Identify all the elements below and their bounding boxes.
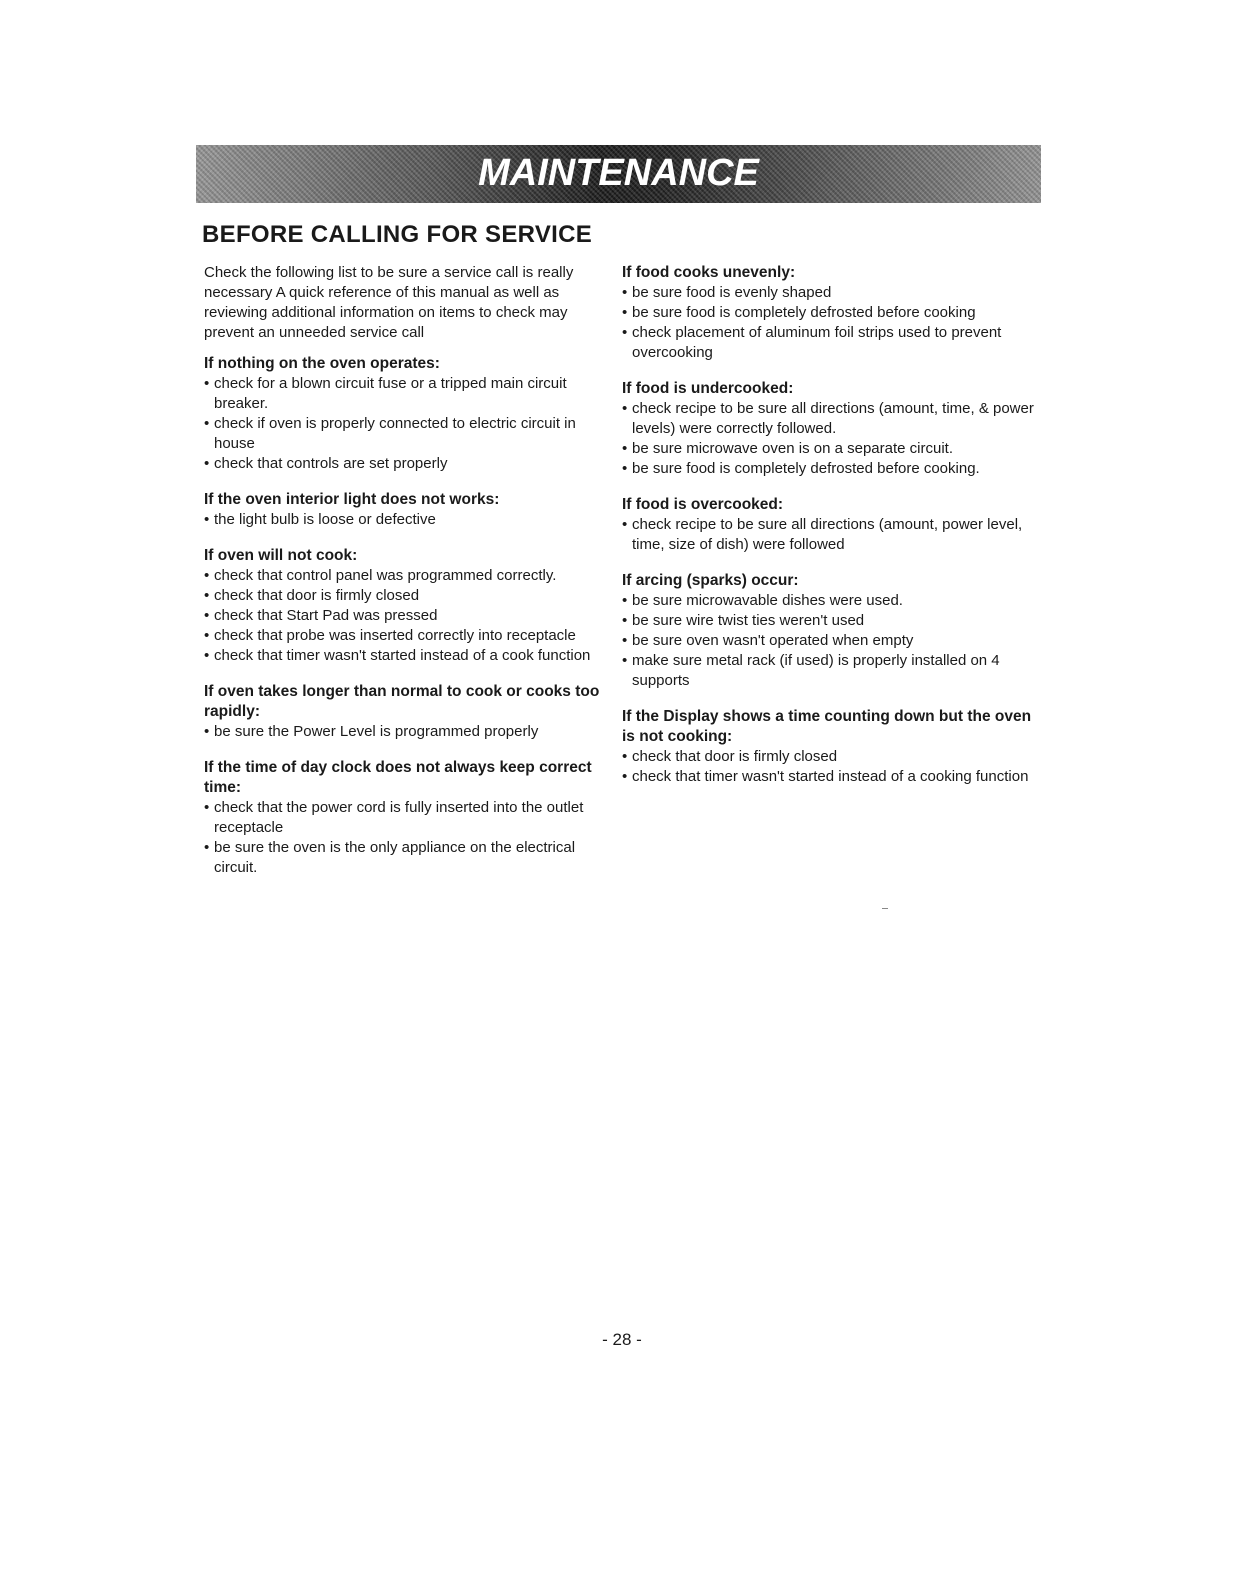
- troubleshooting-section: [204, 682, 604, 742]
- checklist-item: • check that controls are set properly: [204, 454, 604, 474]
- checklist-item: • check that timer wasn't started instead of a cooking function: [622, 767, 1042, 787]
- troubleshooting-section: [622, 707, 1042, 787]
- section-heading: If nothing on the oven operates:: [204, 355, 440, 372]
- checklist-item: • check that door is firmly closed: [204, 586, 604, 606]
- section-heading: If food cooks unevenly:: [622, 264, 796, 281]
- section-heading: If the oven interior light does not works:: [204, 491, 500, 508]
- page-number: - 28 -: [602, 1330, 642, 1349]
- checklist-item: • the light bulb is loose or defective: [204, 510, 604, 530]
- section-heading: If the Display shows a time counting down but the oven is not cooking:: [622, 708, 1032, 745]
- checklist: [622, 747, 1042, 787]
- stray-mark: [882, 908, 888, 909]
- checklist-item: • be sure oven wasn't operated when empty: [622, 631, 1042, 651]
- checklist: [204, 510, 604, 530]
- checklist-item: • check that the power cord is fully inserted into the outlet receptacle: [204, 798, 604, 838]
- section-heading: If the time of day clock does not always keep correct time:: [204, 759, 592, 796]
- checklist-item: • check that door is firmly closed: [622, 747, 1042, 767]
- checklist-item: • check that probe was inserted correctly into receptacle: [204, 626, 604, 646]
- section-heading: If food is overcooked:: [622, 496, 784, 513]
- checklist-item: • check that timer wasn't started instead of a cook function: [204, 646, 604, 666]
- troubleshooting-section: [622, 571, 1042, 691]
- checklist-item: • be sure food is completely defrosted before cooking.: [622, 459, 1042, 479]
- checklist-item: • check for a blown circuit fuse or a tripped main circuit breaker.: [204, 374, 604, 414]
- checklist-item: • be sure food is completely defrosted before cooking: [622, 303, 1042, 323]
- checklist-item: • be sure microwavable dishes were used.: [622, 591, 1042, 611]
- checklist-item: • make sure metal rack (if used) is properly installed on 4 supports: [622, 651, 1042, 691]
- section-heading: If oven will not cook:: [204, 547, 358, 564]
- section-heading: If oven takes longer than normal to cook or cooks too rapidly:: [204, 683, 600, 720]
- checklist-item: • check that control panel was programmed correctly.: [204, 566, 604, 586]
- section-heading: If food is undercooked:: [622, 380, 794, 397]
- checklist: [622, 515, 1042, 555]
- troubleshooting-section: [204, 354, 604, 474]
- checklist-item: • check if oven is properly connected to electric circuit in house: [204, 414, 604, 454]
- checklist: [622, 591, 1042, 691]
- checklist-item: • check placement of aluminum foil strips used to prevent overcooking: [622, 323, 1042, 363]
- checklist: [622, 283, 1042, 363]
- maintenance-banner: [196, 145, 1041, 203]
- troubleshooting-section: [622, 379, 1042, 479]
- troubleshooting-section: [622, 495, 1042, 555]
- checklist-item: • be sure wire twist ties weren't used: [622, 611, 1042, 631]
- checklist-item: • be sure the Power Level is programmed properly: [204, 722, 604, 742]
- troubleshooting-section: [204, 546, 604, 666]
- troubleshooting-section: [204, 490, 604, 530]
- checklist: [204, 798, 604, 878]
- checklist-item: • be sure microwave oven is on a separate circuit.: [622, 439, 1042, 459]
- section-heading: If arcing (sparks) occur:: [622, 572, 799, 589]
- left-sections: [204, 354, 604, 878]
- right-column: [622, 263, 1042, 803]
- checklist-item: • check recipe to be sure all directions (amount, power level, time, size of dish) were followed: [622, 515, 1042, 555]
- section-title: BEFORE CALLING FOR SERVICE: [202, 221, 593, 248]
- right-sections: [622, 263, 1042, 787]
- checklist-item: • be sure food is evenly shaped: [622, 283, 1042, 303]
- checklist: [204, 566, 604, 666]
- checklist-item: • check that Start Pad was pressed: [204, 606, 604, 626]
- troubleshooting-section: [622, 263, 1042, 363]
- banner-title: MAINTENANCE: [478, 152, 759, 194]
- checklist: [622, 399, 1042, 479]
- checklist: [204, 374, 604, 474]
- troubleshooting-section: [204, 758, 604, 878]
- left-column: [204, 263, 604, 894]
- checklist: [204, 722, 604, 742]
- intro-paragraph: Check the following list to be sure a service call is really necessary A quick reference of this manual as well as reviewing additional information on items to check may prevent an unneeded service call: [204, 264, 574, 341]
- checklist-item: • check recipe to be sure all directions (amount, time, & power levels) were correctly followed.: [622, 399, 1042, 439]
- checklist-item: • be sure the oven is the only appliance on the electrical circuit.: [204, 838, 604, 878]
